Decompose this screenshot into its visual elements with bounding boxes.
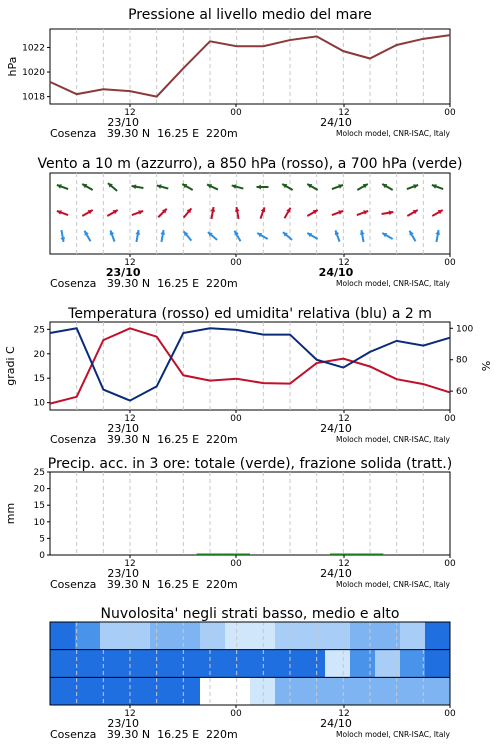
y-tick-label: 20 (33, 349, 45, 360)
heatmap-cell (300, 622, 326, 650)
x-tick-label: 12 (338, 258, 350, 268)
heatmap-cell (250, 650, 276, 678)
heatmap-cell (400, 677, 426, 705)
panel-1 (50, 7, 456, 140)
y-axis-label: gradi C (4, 346, 17, 386)
day-label: 23/10 (107, 116, 140, 129)
heatmap-cell (50, 650, 76, 678)
x-tick-label: 00 (230, 559, 242, 569)
y-tick-label: 1020 (22, 68, 45, 79)
x-tick-label: 00 (444, 258, 456, 268)
y-tick-label: 15 (33, 374, 45, 385)
wind-arrow-head (257, 185, 261, 190)
y-tick-label: 25 (33, 325, 45, 336)
heatmap-cell (325, 650, 351, 678)
location-label: Cosenza 39.30 N 16.25 E 220m (50, 127, 238, 140)
heatmap-cell (50, 622, 76, 650)
y-tick-label: 10 (33, 517, 45, 528)
credit-label: Moloch model, CNR-ISAC, Italy (336, 730, 450, 739)
x-tick-label: 00 (230, 414, 242, 424)
heatmap-cell (300, 677, 326, 705)
heatmap-cell (125, 622, 151, 650)
y-tick-label: 20 (33, 484, 45, 495)
heatmap-cell (75, 677, 101, 705)
plot-frame (50, 29, 450, 104)
x-tick-label: 00 (444, 709, 456, 719)
plot-frame (50, 322, 450, 410)
y-tick-label-right: 60 (456, 387, 468, 398)
heatmap-cell (75, 622, 101, 650)
panel-4 (48, 456, 456, 591)
heatmap-cell (425, 677, 451, 705)
grid-lines (77, 173, 424, 254)
x-tick-label: 00 (230, 709, 242, 719)
panel-3 (50, 306, 456, 446)
y-tick-label: 1018 (22, 92, 45, 103)
y-axis-label: mm (4, 502, 17, 525)
y-axis-label: hPa (6, 56, 19, 77)
location-label: Cosenza 39.30 N 16.25 E 220m (50, 433, 238, 446)
cloud-heatmap (50, 622, 451, 705)
heatmap-cell (200, 622, 226, 650)
heatmap-cell (75, 650, 101, 678)
heatmap-cell (125, 650, 151, 678)
credit-label: Moloch model, CNR-ISAC, Italy (336, 279, 450, 288)
y-tick-label-right: 100 (456, 324, 474, 335)
grid-lines (77, 29, 424, 104)
plot-frame (50, 472, 450, 555)
y-tick-label: 15 (33, 501, 45, 512)
location-label: Cosenza 39.30 N 16.25 E 220m (50, 728, 238, 741)
y-tick-label: 1022 (22, 43, 45, 54)
series-line-pressure (50, 35, 450, 96)
y-tick-label: 25 (33, 468, 45, 478)
precip-bar (223, 554, 250, 556)
panel-title: Vento a 10 m (azzurro), a 850 hPa (rosso), a 700 hPa (verde) (37, 156, 463, 172)
y-tick-label: 10 (33, 398, 45, 409)
y-axis-label-right: % (480, 360, 493, 372)
heatmap-cell (150, 677, 176, 705)
credit-label: Moloch model, CNR-ISAC, Italy (336, 129, 450, 138)
heatmap-cell (350, 622, 376, 650)
x-tick-label: 12 (124, 108, 136, 118)
x-tick-label: 00 (444, 559, 456, 569)
heatmap-cell (400, 650, 426, 678)
heatmap-cell (50, 677, 76, 705)
x-tick-label: 12 (124, 709, 136, 719)
wind-series-10-m (60, 230, 440, 242)
location-label: Cosenza 39.30 N 16.25 E 220m (50, 277, 238, 290)
day-label: 24/10 (320, 422, 352, 435)
y-tick-label: 0 (39, 551, 45, 561)
heatmap-cell (200, 650, 226, 678)
credit-label: Moloch model, CNR-ISAC, Italy (336, 435, 450, 444)
grid-lines (77, 322, 424, 410)
x-tick-label: 00 (230, 108, 242, 118)
heatmap-cell (175, 677, 201, 705)
heatmap-cell (200, 677, 226, 705)
heatmap-cell (225, 650, 251, 678)
panel-title: Precip. acc. in 3 ore: totale (verde), frazione solida (tratt.) (47, 456, 453, 472)
x-tick-label: 12 (124, 559, 136, 569)
heatmap-cell (250, 677, 276, 705)
heatmap-cell (175, 622, 201, 650)
heatmap-cell (350, 677, 376, 705)
y-tick-label: 5 (39, 534, 45, 545)
heatmap-cell (400, 622, 426, 650)
panel-2 (37, 156, 462, 290)
x-tick-label: 12 (124, 414, 136, 424)
day-label: 23/10 (107, 422, 140, 435)
x-tick-label: 12 (338, 108, 350, 118)
heatmap-cell (300, 650, 326, 678)
panel-title: Nuvolosita' negli strati basso, medio e alto (100, 606, 400, 622)
panel-title: Pressione al livello medio del mare (128, 7, 372, 23)
wind-series-850-hPa (57, 207, 443, 219)
day-label: 23/10 (105, 266, 141, 279)
x-tick-label: 12 (338, 709, 350, 719)
grid-lines (77, 472, 424, 555)
panel-title: Temperatura (rosso) ed umidita' relativa (blu) a 2 m (68, 306, 432, 322)
heatmap-cell (175, 650, 201, 678)
series-line-humidity (50, 328, 450, 400)
precip-bar (330, 554, 357, 556)
x-tick-label: 00 (230, 258, 242, 268)
heatmap-cell (225, 677, 251, 705)
day-label: 23/10 (107, 717, 140, 730)
heatmap-cell (275, 622, 301, 650)
day-label: 24/10 (320, 567, 352, 580)
location-label: Cosenza 39.30 N 16.25 E 220m (50, 578, 238, 591)
x-tick-label: 12 (338, 559, 350, 569)
heatmap-cell (325, 677, 351, 705)
x-tick-label: 00 (444, 108, 456, 118)
precip-bar (197, 554, 224, 556)
x-tick-label: 12 (338, 414, 350, 424)
heatmap-cell (150, 650, 176, 678)
heatmap-cell (350, 650, 376, 678)
x-tick-label: 00 (444, 414, 456, 424)
heatmap-cell (325, 622, 351, 650)
day-label: 24/10 (320, 116, 352, 129)
heatmap-cell (425, 650, 451, 678)
heatmap-cell (225, 622, 251, 650)
credit-label: Moloch model, CNR-ISAC, Italy (336, 580, 450, 589)
heatmap-cell (150, 622, 176, 650)
precip-bar (357, 554, 384, 556)
day-label: 24/10 (318, 266, 354, 279)
wind-series-700-hPa (57, 183, 443, 191)
heatmap-cell (125, 677, 151, 705)
x-tick-label: 12 (124, 258, 136, 268)
heatmap-cell (425, 622, 451, 650)
heatmap-cell (275, 677, 301, 705)
heatmap-cell (275, 650, 301, 678)
y-tick-label-right: 80 (456, 355, 468, 366)
heatmap-cell (250, 622, 276, 650)
day-label: 24/10 (320, 717, 352, 730)
day-label: 23/10 (107, 567, 140, 580)
